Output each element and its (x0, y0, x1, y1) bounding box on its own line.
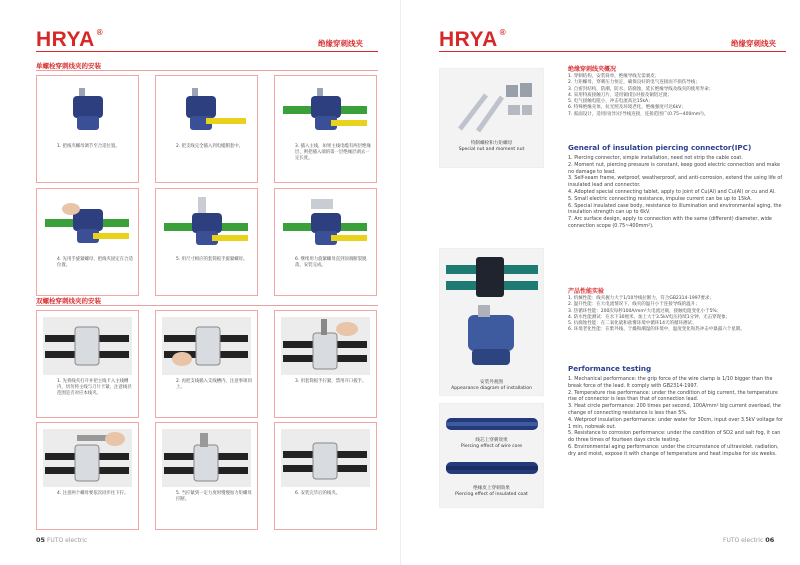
connector-photo (162, 195, 251, 253)
brand-logo: HRYA ® (36, 28, 104, 51)
step-caption: 4. 注意两个螺母要依次同步往下拧。 (57, 491, 129, 496)
step-caption: 5. 用尺寸相应的套筒扳手旋紧螺母。 (176, 257, 248, 262)
install-step-card (274, 422, 377, 530)
header-rule (439, 51, 786, 52)
connector-photo (162, 317, 251, 375)
page-number: 06 (765, 536, 775, 544)
header-title: 绝缘穿刺线夹 (318, 39, 363, 48)
list-item: 6. Special insulated case body, resistance to illumination and environmental aging, the insulation strength can up to 6kV. (568, 202, 782, 216)
connector-photo (281, 429, 370, 487)
list-item: 3. Heat circle performance: 200 times per second, 100A/mm² big current overload, the change of connecting resistance is less than 5%. (568, 403, 781, 416)
list-item: 3. 自密封结构，防潮、防水、防腐蚀，延长绝缘导线及线夹的使用寿命； (568, 86, 714, 92)
step-caption: 5. 当拧紧到一定力度时慢慢加力矩螺母拧断。 (176, 491, 252, 502)
step-caption: 2. 把支线完全插入到电缆帽套中。 (176, 144, 244, 149)
installation-photo (446, 255, 538, 379)
connector-photo (43, 195, 132, 253)
general-title: General of insulation piercing connector(IPC) (568, 143, 752, 152)
list-item: 3. 热循环性能：200次每秒100A/mm²大电流过载，接触电阻变化小于5%； (568, 308, 722, 314)
nut-photo (446, 75, 538, 137)
list-item: 4. Wetproof insulation performance: under water for 30cm, input over 3.5kV voltage for 1 min, nobreak out. (568, 416, 783, 430)
connector-photo (43, 317, 132, 375)
list-item: 6. 环境老化性能：在紫外线、于燥和潮湿的环境中，温度变化和热冲击中暴露六个星期。 (568, 327, 745, 333)
list-item: 2. 温升性能：在大电流情况下，线夹的温升小于连接导线的温升； (568, 302, 700, 308)
brand-logo: HRYA ® (439, 28, 507, 51)
list-item: 1. Piercing connector, simple installation, need not strip the cable coat. (568, 155, 743, 161)
performance-cn-title: 产品性能实验 (568, 288, 605, 295)
header-rule (36, 51, 378, 52)
header-title: 绝缘穿刺线夹 (731, 39, 776, 48)
install-step-card (36, 422, 139, 530)
list-item: 6. 特殊绝缘壳体，抗光照及环境老化，绝缘强度可达6kV； (568, 105, 686, 111)
connector-photo (281, 82, 370, 140)
list-item: 5. 电气接触电阻小，冲击电流高达15kA； (568, 99, 653, 105)
connector-photo (162, 429, 251, 487)
connector-photo (281, 317, 370, 375)
image-caption: 特制螺栓和力矩螺母 Special nut and moment nut (458, 141, 525, 153)
list-item: 7. Arc surface design, apply to connection with the same (different) diameter, wide connection scope (0.75~400mm²). (568, 216, 772, 229)
overview-list (568, 74, 786, 118)
install-step-card (36, 188, 139, 296)
install-step-card (155, 188, 258, 296)
list-item: 3. Self-seam frame, wetproof, weatherproof, and anti-corrosion, extend the using life of insulated lead and connector. (568, 175, 783, 189)
install-step-card (155, 310, 258, 418)
section-title-single-bolt: 单螺栓穿刺线夹的安装 (36, 62, 101, 70)
install-step-card (155, 422, 258, 530)
wire-core-photo (446, 410, 538, 440)
step-caption: 6. 安装完毕后的线夹。 (295, 491, 341, 496)
step-caption: 2. 再把支线插入支线槽内，注意事项同上。 (176, 379, 252, 390)
list-item: 4. Adopted special connecting tablet, apply to joint of Cu(Al) and Cu(Al) or cu and Al. (568, 188, 776, 195)
image-nut-box (439, 68, 544, 168)
install-step-card (36, 75, 139, 183)
list-item: 5. 抗腐蚀性能：在二氧化硫和盐雾环境中循环14天的循环测试； (568, 321, 697, 327)
install-step-card (155, 75, 258, 183)
connector-photo (43, 429, 132, 487)
overview-title: 绝缘穿刺线夹概况 (568, 66, 617, 73)
install-step-card (274, 75, 377, 183)
image-piercing-box (439, 403, 544, 508)
section-title-double-bolt: 双螺栓穿刺线夹的安装 (36, 297, 101, 305)
list-item: 4. 防水性能测试：在水下30厘米，加上大于3.5kV电压持续1分钟，无击穿现象； (568, 314, 731, 320)
list-item: 5. Resistance to corrosion performance: under the condition of SO2 and salt fog, it can do three times of fourteen days circle testing. (568, 430, 781, 444)
list-item: 5. Small electric connecting resistance, impulse current can be up to 15kA. (568, 195, 752, 202)
general-list (568, 155, 786, 230)
insulated-coat-photo (446, 456, 538, 482)
list-item: 1. 穿刺结构，安装简单，绝缘导线无需剥皮； (568, 74, 660, 79)
list-item: 7. 弧面设计，适用同(异)径导线连接，连接范围广(0.75~400mm²)。 (568, 111, 709, 117)
step-caption: 4. 先用手旋紧螺母，把线夹固定在合适位置。 (57, 257, 133, 268)
right-page (400, 0, 800, 565)
section-rule (36, 70, 378, 71)
step-caption: 3. 插入主线，如果主线电缆有两层绝缘层，则把插入端的第一层绝缘层剥去一定长度。 (295, 144, 371, 161)
list-item: 4. 采用特质接触刀片，适用铜(铝)对接及铜铝过渡； (568, 92, 672, 98)
footer-company: FUTO electric (723, 537, 764, 544)
install-step-card (274, 188, 377, 296)
list-item: 6. Environmental aging performance: under the circumstance of ultraviolet. radiation, dry and moist, expose it with change of temperature and heat impulse for six weeks. (568, 443, 779, 457)
connector-photo (162, 82, 251, 140)
footer (36, 536, 87, 544)
step-caption: 6. 继续用力旋紧螺母直到顶端断裂脱落，安装完成。 (295, 257, 367, 268)
list-item: 1. Mechanical performance: the grip force of the wire clamp is 1/10 bigger than the break force of the lead. It comply with GB2314-1997. (568, 376, 773, 389)
footer (723, 536, 774, 544)
performance-title: Performance testing (568, 364, 652, 373)
performance-list (568, 376, 786, 458)
connector-photo (43, 82, 132, 140)
section-rule (36, 305, 378, 306)
connector-photo (281, 195, 370, 253)
list-item: 2. Moment nut, piercing pressure is constant, keep good electric connection and make no damage to lead. (568, 161, 781, 175)
image-installation-box (439, 248, 544, 396)
step-caption: 1. 先将线夹打开并把主线卡入主线槽内，切勿将主线与刀片卡紧，注意线径范围是否对应本线夹。 (57, 379, 132, 396)
list-item: 2. Temperature rise performance: under the condition of big current, the temperature rise of connector is less than that of connection lead. (568, 389, 778, 403)
list-item: 2. 力矩螺母，穿刺压力恒定，确保良好的电气连接而不损伤导线； (568, 80, 700, 86)
step-caption: 3. 用套筒扳手拧紧，禁用开口扳手。 (295, 379, 367, 384)
install-step-card (36, 310, 139, 418)
footer-company: FUTO electric (46, 537, 88, 544)
image-caption: 线芯上穿刺效果 Piercing effect of wire core (460, 438, 523, 450)
page-number: 05 (36, 536, 46, 544)
image-caption: 安装外观图 Appearance diagram of installation (451, 380, 532, 392)
step-caption: 1. 把线夹螺母调节至合适位置。 (57, 144, 120, 149)
install-step-card (274, 310, 377, 418)
performance-cn-list (568, 296, 786, 334)
image-caption: 绝缘皮上穿刺效果 Piercing effect of insulated coat (455, 486, 528, 498)
list-item: 1. 机械性能：线夹握力大于1/10导线拉断力，符合GB2314-1997要求； (568, 296, 714, 301)
